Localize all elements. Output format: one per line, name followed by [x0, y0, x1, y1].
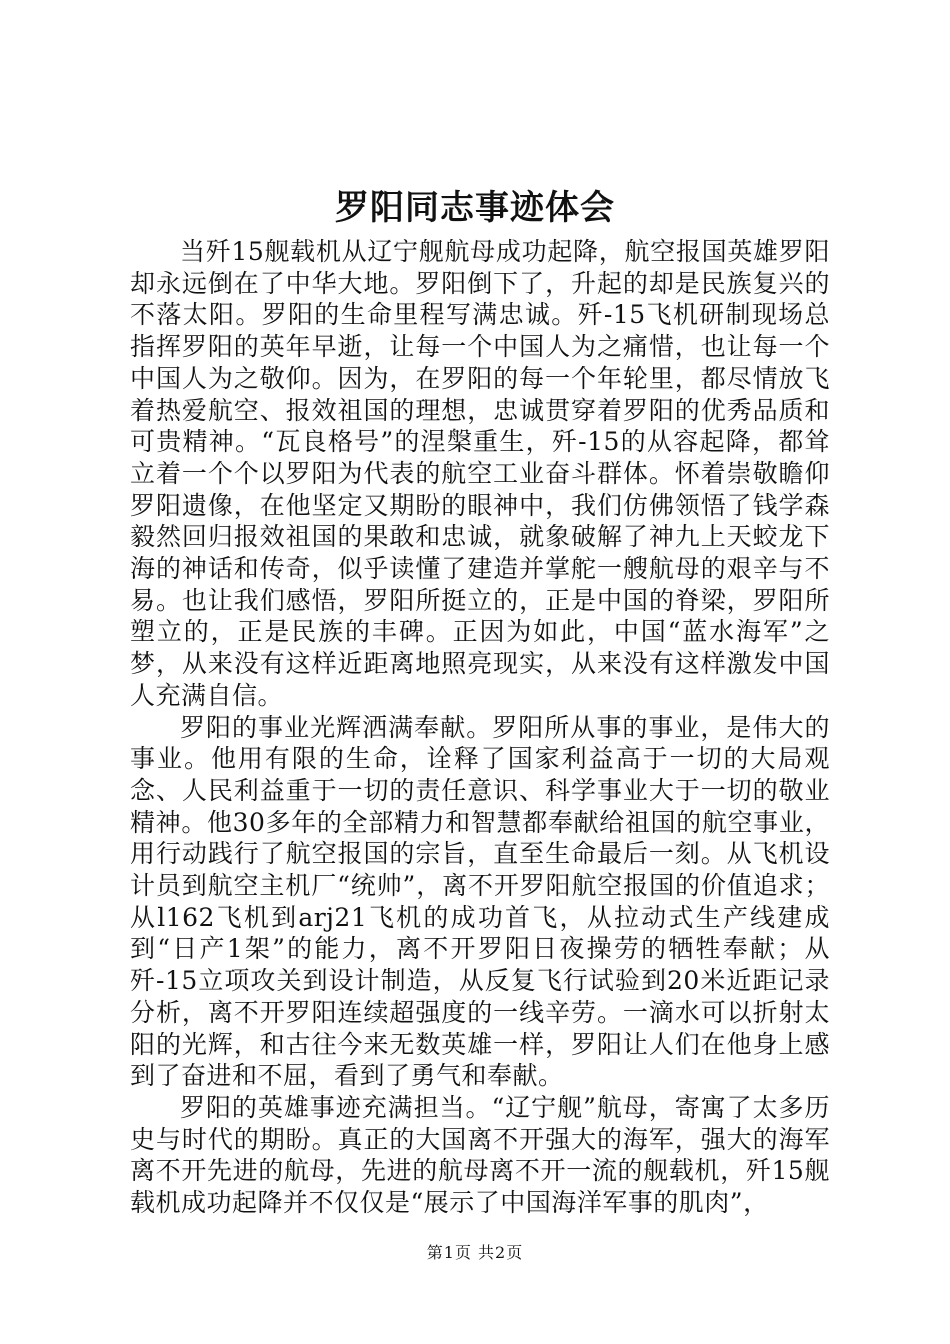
page-number-footer: 第1页 共2页	[426, 1243, 524, 1262]
paragraph-2: 罗阳的事业光辉洒满奉献。罗阳所从事的事业，是伟大的事业。他用有限的生命，诠释了国家利益高于一切的大局观念、人民利益重于一切的责任意识、科学事业大于一切的敬业精神。他30多年的全部精力和智慧都奉献给祖国的航空事业，用行动践行了航空报国的宗旨，直至生命最后一刻。从飞机设计员到航空主机厂“统帅”，离不开罗阳航空报国的价值追求；从l162飞机到arj21飞机的成功首飞，从拉动式生产线建成到“日产1架”的能力，离不开罗阳日夜操劳的牺牲奉献；从歼-15立项攻关到设计制造，从反复飞行试验到20米近距记录分析，离不开罗阳连续超强度的一线辛劳。一滴水可以折射太阳的光辉，和古往今来无数英雄一样，罗阳让人们在他身上感到了奋进和不屈，看到了勇气和奉献。	[130, 712, 830, 1091]
paragraph-3: 罗阳的英雄事迹充满担当。“辽宁舰”航母，寄寓了太多历史与时代的期盼。真正的大国离不开强大的海军，强大的海军离不开先进的航母，先进的航母离不开一流的舰载机，歼15舰载机成功起降并不仅仅是“展示了中国海洋军事的肌肉”，	[130, 1092, 830, 1218]
document-title: 罗阳同志事迹体会	[335, 188, 615, 228]
document-body	[130, 236, 830, 1219]
paragraph-1: 当歼15舰载机从辽宁舰航母成功起降，航空报国英雄罗阳却永远倒在了中华大地。罗阳倒下了，升起的却是民族复兴的不落太阳。罗阳的生命里程写满忠诚。歼-15飞机研制现场总指挥罗阳的英年早逝，让每一个中国人为之痛惜，也让每一个中国人为之敬仰。因为，在罗阳的每一个年轮里，都尽情放飞着热爱航空、报效祖国的理想，忠诚贯穿着罗阳的优秀品质和可贵精神。“瓦良格号”的涅槃重生，歼-15的从容起降，都耸立着一个个以罗阳为代表的航空工业奋斗群体。怀着崇敬瞻仰罗阳遗像，在他坚定又期盼的眼神中，我们仿佛领悟了钱学森毅然回归报效祖国的果敢和忠诚，就象破解了神九上天蛟龙下海的神话和传奇，似乎读懂了建造并掌舵一艘航母的艰辛与不易。也让我们感悟，罗阳所挺立的，正是中国的脊梁，罗阳所塑立的，正是民族的丰碑。正因为如此，中国“蓝水海军”之梦，从来没有这样近距离地照亮现实，从来没有这样激发中国人充满自信。	[130, 237, 830, 710]
